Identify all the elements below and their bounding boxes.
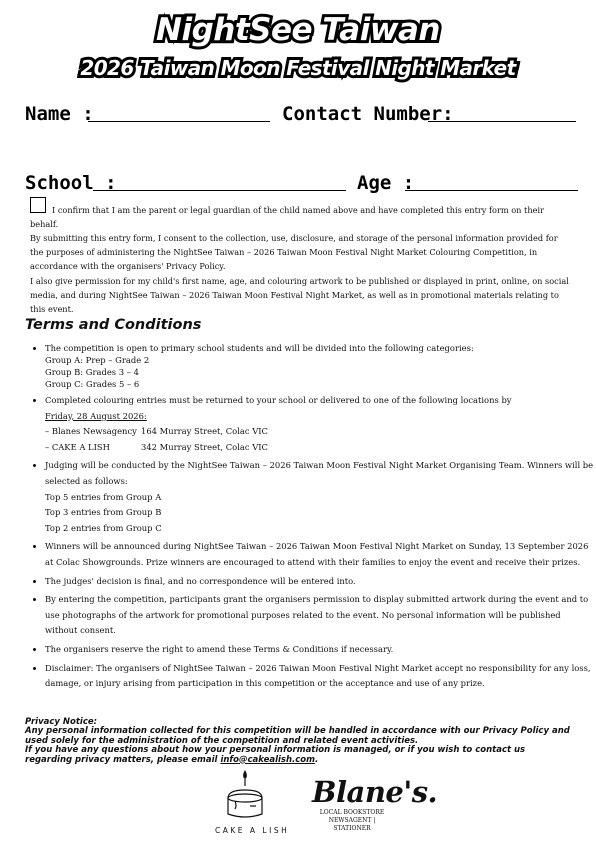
confirm-statement: I confirm that I am the parent or legal guardian of the child named above and have completed this entry form on their behalf. [30,205,544,229]
group-b: Group B: Grades 3 – 4 [45,367,139,377]
winners-group-c: Top 2 entries from Group C [45,522,162,533]
privacy-notice: Privacy Notice: Any personal information collected for this competition will be handled in accordance with our Privacy Policy and used solely for the administration of the competition and related event activities. If you have any questions about how your personal information is managed, or if you wish to contact us regarding privacy matters, please email info@cakealish.com. [25,718,575,765]
terms-item-judging [45,458,595,536]
candle-cake-icon [222,768,268,820]
location-2-address: 342 Murray Street, Colac VIC [141,441,268,452]
terms-item-disclaimer: • Disclaimer: The organisers of NightSee Taiwan – 2026 Taiwan Moon Festival Night Market accept no responsibility for any loss, damage, or injury arising from participation in this competition or the acceptance and use of any prize. [45,661,595,692]
terms-list [25,342,595,695]
terms-item-deadline [45,393,595,455]
location-2-name: – CAKE A LISH [45,441,110,452]
name-field[interactable] [88,121,270,122]
privacy-line-2: If you have any questions about how your personal information is managed, or if you wish to contact us regarding privacy matters, please email [25,745,526,765]
blanes-logo [312,775,438,833]
winners-group-b: Top 3 entries from Group B [45,507,162,518]
contact-number-field[interactable] [428,121,576,122]
contact-number-label: Contact Number: [282,103,454,125]
cake-a-lish-logo [215,768,290,835]
terms-item-final: • The judges' decision is final, and no correspondence will be entered into. [45,574,595,590]
location-1-address: 164 Murray Street, Colac VIC [141,426,268,437]
privacy-heading: Privacy Notice: [25,717,98,727]
blanes-wordmark: Blane's. [312,775,438,809]
school-field[interactable] [93,190,346,191]
winners-group-a: Top 5 entries from Group A [45,491,162,502]
group-a: Group A: Prep – Grade 2 [45,355,150,365]
terms-heading: Terms and Conditions [25,317,202,333]
contact-email-link[interactable]: info@cakealish.com [220,754,315,765]
location-1-name: – Blanes Newsagency [45,426,137,437]
event-title: NightSee Taiwan [156,12,440,48]
cake-a-lish-wordmark: CAKE A LISH [215,826,290,835]
deadline-date: Friday, 28 August 2026: [45,410,147,421]
privacy-line-1: Any personal information collected for this competition will be handled in accordance with our Privacy Policy and used solely for the administration of the competition and related event activities. [25,726,570,746]
name-label: Name : [25,103,94,125]
publish-permission-statement: I also give permission for my child's first name, age, and colouring artwork to be published or displayed in print, online, on social media, and during NightSee Taiwan – 2026 Taiwan Moon Festival Night Market, as well as in promotional materials relating to this event. [30,276,569,314]
terms-item-eligibility [45,342,595,390]
privacy-consent-statement: By submitting this entry form, I consent to the collection, use, disclosure, and storage of the personal information provided for the purposes of administering the NightSee Taiwan – 2026 Taiwan Moon Festival Night Market Colouring Competition, in accordance with the organisers' Privacy Policy. [30,233,558,271]
group-c: Group C: Grades 5 – 6 [45,379,140,389]
eligibility-text: The competition is open to primary school students and will be divided into the following categories: [45,343,474,353]
school-label: School : [25,172,117,194]
blanes-tagline: LOCAL BOOKSTORE NEWSAGENT | STATIONER [319,809,385,832]
age-label: Age : [357,172,415,194]
terms-item-amend: • The organisers reserve the right to amend these Terms & Conditions if necessary. [45,642,595,658]
event-subtitle: 2026 Taiwan Moon Festival Night Market [80,56,516,80]
terms-item-announcement: • Winners will be announced during NightSee Taiwan – 2026 Taiwan Moon Festival Night Market on Sunday, 13 September 2026 at Colac Showgrounds. Prize winners are encouraged to attend with their families to enjoy the event and receive their prizes. [45,539,595,570]
terms-item-display: • By entering the competition, participants grant the organisers permission to display submitted artwork during the event and to use photographs of the artwork for promotional purposes related to the event. No personal information will be published without consent. [45,592,595,639]
age-field[interactable] [405,190,578,191]
deadline-text: Completed colouring entries must be returned to your school or delivered to one of the following locations by [45,395,512,405]
judging-text: Judging will be conducted by the NightSee Taiwan – 2026 Taiwan Moon Festival Night Market Organising Team. Winners will be selected as follows: [45,460,594,486]
